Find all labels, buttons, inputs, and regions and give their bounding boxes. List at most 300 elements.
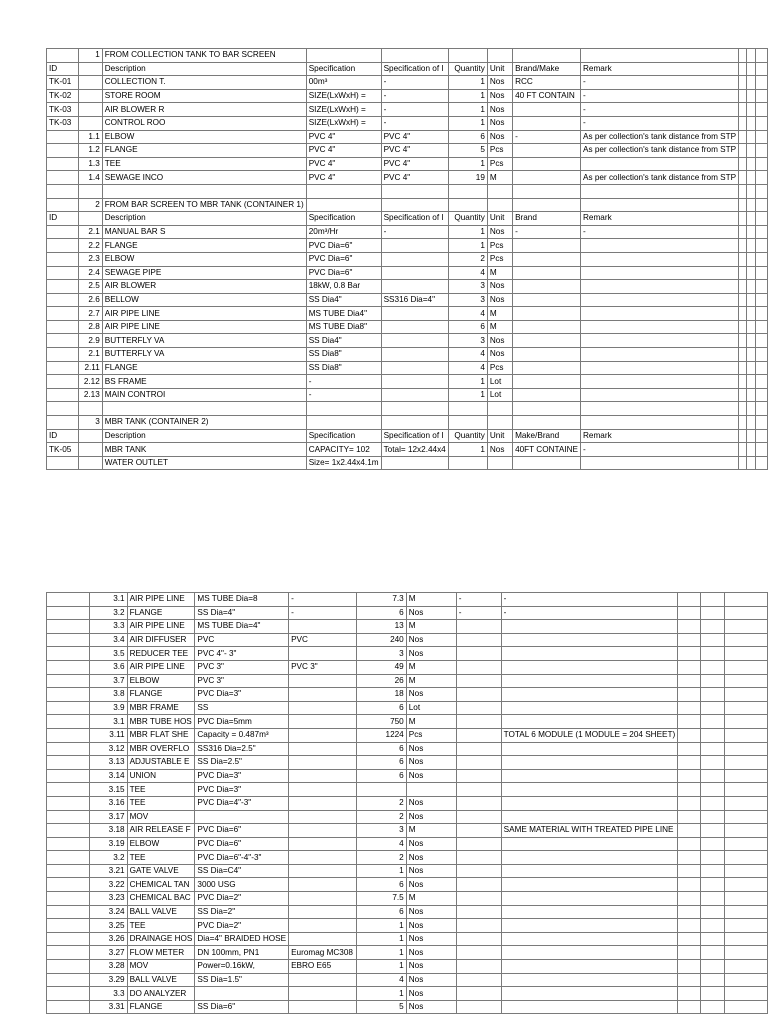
table-cell[interactable] [739,348,747,362]
table-cell[interactable]: PVC Dia=6" [306,266,381,280]
table-cell[interactable]: M [406,674,456,688]
table-cell[interactable]: 40FT CONTAINE [513,443,581,457]
table-cell[interactable]: 1.1 [78,130,102,144]
table-cell[interactable] [501,633,678,647]
table-cell[interactable] [47,416,79,430]
table-cell[interactable] [513,171,581,185]
table-cell[interactable]: 3.15 [90,783,127,797]
table-cell[interactable]: 1 [448,443,487,457]
table-cell[interactable] [501,620,678,634]
table-cell[interactable]: Nos [406,1000,456,1014]
table-cell[interactable] [755,280,767,294]
table-cell[interactable]: SIZE(LxWxH) = [306,103,381,117]
table-cell[interactable] [755,103,767,117]
table-cell[interactable]: AIR PIPE LINE [127,593,195,607]
table-cell[interactable] [289,715,357,729]
table-cell[interactable] [747,157,755,171]
table-cell[interactable]: PVC Dia=6"-4"-3" [195,851,289,865]
table-cell[interactable] [739,184,747,198]
table-cell[interactable] [739,239,747,253]
table-cell[interactable]: 1 [448,375,487,389]
table-cell[interactable] [755,361,767,375]
table-cell[interactable] [47,633,90,647]
table-cell[interactable] [47,796,90,810]
table-cell[interactable]: Nos [406,932,456,946]
table-cell[interactable]: Nos [406,810,456,824]
table-cell[interactable]: Nos [406,973,456,987]
table-cell[interactable] [47,728,90,742]
table-cell[interactable]: TEE [102,157,306,171]
table-cell[interactable]: PVC 4"- 3" [195,647,289,661]
table-cell[interactable] [701,837,724,851]
table-cell[interactable] [381,375,448,389]
table-cell[interactable]: AIR PIPE LINE [102,320,306,334]
table-cell[interactable] [755,375,767,389]
table-cell[interactable] [678,715,701,729]
table-cell[interactable] [739,144,747,158]
table-cell[interactable] [724,810,767,824]
table-cell[interactable] [456,715,501,729]
table-cell[interactable] [513,116,581,130]
table-cell[interactable] [456,851,501,865]
table-cell[interactable] [513,402,581,416]
table-cell[interactable]: Nos [406,946,456,960]
table-cell[interactable]: 1 [78,49,102,63]
table-cell[interactable] [747,212,755,226]
table-cell[interactable] [47,620,90,634]
table-cell[interactable] [289,919,357,933]
table-cell[interactable]: FLANGE [127,1000,195,1014]
table-cell[interactable]: PVC Dia=6" [195,837,289,851]
table-cell[interactable] [47,320,79,334]
table-cell[interactable] [747,293,755,307]
table-cell[interactable]: AIR BLOWER [102,280,306,294]
table-cell[interactable]: TEE [127,796,195,810]
table-cell[interactable]: Dia=4" BRAIDED HOSE [195,932,289,946]
table-cell[interactable] [381,402,448,416]
table-cell[interactable] [678,756,701,770]
table-cell[interactable]: 6 [356,769,406,783]
table-cell[interactable] [456,932,501,946]
table-cell[interactable]: M [487,307,512,321]
table-cell[interactable]: PVC 4" [306,130,381,144]
table-cell[interactable]: 2.2 [78,239,102,253]
table-cell[interactable]: AIR RELEASE F [127,824,195,838]
table-cell[interactable]: Nos [406,864,456,878]
table-cell[interactable] [724,742,767,756]
table-cell[interactable]: TOTAL 6 MODULE (1 MODULE = 204 SHEET) [501,728,678,742]
table-cell[interactable] [724,837,767,851]
table-cell[interactable] [701,824,724,838]
table-cell[interactable] [456,620,501,634]
table-cell[interactable] [581,348,739,362]
table-cell[interactable] [501,892,678,906]
table-cell[interactable]: 1224 [356,728,406,742]
table-cell[interactable] [501,946,678,960]
table-cell[interactable]: MS TUBE Dia=8 [195,593,289,607]
table-cell[interactable] [456,660,501,674]
table-cell[interactable] [289,905,357,919]
table-cell[interactable] [47,647,90,661]
table-cell[interactable] [739,280,747,294]
table-cell[interactable]: PVC 4" [381,157,448,171]
table-cell[interactable] [47,769,90,783]
table-cell[interactable] [487,184,512,198]
table-cell[interactable]: 3.3 [90,987,127,1001]
table-cell[interactable]: RCC [513,76,581,90]
table-cell[interactable] [581,388,739,402]
table-cell[interactable] [501,878,678,892]
table-cell[interactable] [581,320,739,334]
table-cell[interactable]: Nos [406,606,456,620]
table-cell[interactable]: TEE [127,919,195,933]
table-cell[interactable] [755,130,767,144]
table-cell[interactable]: Unit [487,212,512,226]
table-cell[interactable] [678,769,701,783]
table-cell[interactable]: 3.31 [90,1000,127,1014]
table-cell[interactable]: 3.28 [90,960,127,974]
table-cell[interactable] [456,783,501,797]
table-cell[interactable] [701,987,724,1001]
table-cell[interactable] [724,796,767,810]
table-cell[interactable] [724,1000,767,1014]
table-cell[interactable] [78,103,102,117]
table-cell[interactable] [513,252,581,266]
table-cell[interactable] [306,402,381,416]
table-cell[interactable]: 1 [448,103,487,117]
table-cell[interactable] [513,184,581,198]
table-cell[interactable]: Nos [487,116,512,130]
table-cell[interactable] [739,103,747,117]
table-cell[interactable] [755,184,767,198]
table-cell[interactable] [701,647,724,661]
table-cell[interactable]: 2.8 [78,320,102,334]
table-cell[interactable]: 3.7 [90,674,127,688]
table-cell[interactable]: BELLOW [102,293,306,307]
table-cell[interactable] [47,280,79,294]
table-cell[interactable]: Nos [406,919,456,933]
table-cell[interactable]: 6 [356,756,406,770]
table-cell[interactable] [456,905,501,919]
table-cell[interactable]: As per collection's tank distance from STP [581,171,739,185]
table-cell[interactable] [755,429,767,443]
table-cell[interactable]: Pcs [406,728,456,742]
table-cell[interactable]: - [456,606,501,620]
table-cell[interactable]: FLANGE [127,688,195,702]
table-cell[interactable]: Brand [513,212,581,226]
table-cell[interactable]: 3.19 [90,837,127,851]
table-cell[interactable]: BUTTERFLY VA [102,334,306,348]
table-cell[interactable]: - [456,593,501,607]
table-cell[interactable]: 2 [356,796,406,810]
table-cell[interactable]: Description [102,429,306,443]
table-cell[interactable] [78,89,102,103]
table-cell[interactable] [724,824,767,838]
table-cell[interactable] [47,252,79,266]
table-cell[interactable]: PVC 3" [195,674,289,688]
table-cell[interactable]: 3.1 [90,593,127,607]
table-cell[interactable] [724,674,767,688]
table-cell[interactable] [47,361,79,375]
table-cell[interactable] [289,824,357,838]
table-cell[interactable] [755,144,767,158]
table-cell[interactable] [47,892,90,906]
table-cell[interactable] [501,810,678,824]
table-cell[interactable]: - [381,225,448,239]
table-cell[interactable]: ID [47,212,79,226]
table-cell[interactable]: 3.23 [90,892,127,906]
table-cell[interactable]: 3 [448,334,487,348]
table-cell[interactable]: - [381,89,448,103]
table-cell[interactable] [755,76,767,90]
table-cell[interactable] [724,946,767,960]
table-cell[interactable]: 3 [78,416,102,430]
table-cell[interactable] [678,810,701,824]
table-cell[interactable]: 4 [448,307,487,321]
table-cell[interactable]: 3.24 [90,905,127,919]
table-cell[interactable] [78,402,102,416]
table-cell[interactable] [456,728,501,742]
table-cell[interactable]: 2.13 [78,388,102,402]
table-cell[interactable]: FLANGE [102,361,306,375]
table-cell[interactable] [739,402,747,416]
table-cell[interactable]: SS Dia=2.5" [195,756,289,770]
table-cell[interactable] [381,239,448,253]
table-cell[interactable] [47,946,90,960]
table-cell[interactable]: SIZE(LxWxH) = [306,89,381,103]
table-cell[interactable] [747,361,755,375]
table-cell[interactable] [678,932,701,946]
table-cell[interactable]: 3 [448,280,487,294]
table-cell[interactable] [724,701,767,715]
table-cell[interactable] [581,198,739,212]
table-cell[interactable]: Capacity = 0.487m³ [195,728,289,742]
table-cell[interactable] [513,144,581,158]
table-cell[interactable]: Nos [406,905,456,919]
table-cell[interactable] [755,293,767,307]
table-cell[interactable]: Pcs [487,239,512,253]
table-cell[interactable]: Nos [406,878,456,892]
table-cell[interactable] [581,252,739,266]
table-cell[interactable] [747,375,755,389]
table-cell[interactable] [501,701,678,715]
table-cell[interactable]: 3.22 [90,878,127,892]
table-cell[interactable]: BALL VALVE [127,905,195,919]
table-cell[interactable]: M [406,892,456,906]
table-cell[interactable]: Specification [306,62,381,76]
table-cell[interactable]: Make/Brand [513,429,581,443]
table-cell[interactable] [701,660,724,674]
table-cell[interactable] [678,946,701,960]
table-cell[interactable]: MBR TUBE HOS [127,715,195,729]
table-cell[interactable] [501,647,678,661]
table-cell[interactable]: 3.11 [90,728,127,742]
table-cell[interactable]: M [406,593,456,607]
table-cell[interactable] [724,620,767,634]
table-cell[interactable] [289,742,357,756]
table-cell[interactable] [678,864,701,878]
table-cell[interactable] [47,851,90,865]
table-cell[interactable] [678,647,701,661]
table-cell[interactable] [755,225,767,239]
table-cell[interactable] [581,307,739,321]
table-cell[interactable] [289,701,357,715]
table-cell[interactable] [47,593,90,607]
table-cell[interactable] [47,1000,90,1014]
table-cell[interactable] [701,810,724,824]
table-cell[interactable]: TEE [127,783,195,797]
table-cell[interactable] [501,837,678,851]
table-cell[interactable] [747,416,755,430]
table-cell[interactable] [289,674,357,688]
table-cell[interactable] [487,402,512,416]
table-cell[interactable] [739,388,747,402]
table-cell[interactable]: 2 [356,810,406,824]
table-cell[interactable]: ELBOW [102,252,306,266]
table-cell[interactable]: - [501,606,678,620]
table-cell[interactable]: 2.1 [78,348,102,362]
table-cell[interactable]: Total= 12x2.44x4 [381,443,448,457]
table-cell[interactable] [755,49,767,63]
table-cell[interactable]: 1 [448,157,487,171]
table-cell[interactable]: Nos [406,960,456,974]
table-cell[interactable] [581,334,739,348]
table-cell[interactable] [755,157,767,171]
table-cell[interactable] [755,266,767,280]
table-cell[interactable]: 6 [448,320,487,334]
table-cell[interactable]: 18kW, 0.8 Bar [306,280,381,294]
table-cell[interactable] [47,701,90,715]
table-cell[interactable]: Nos [487,89,512,103]
table-cell[interactable] [513,361,581,375]
table-cell[interactable] [755,62,767,76]
table-cell[interactable]: - [306,375,381,389]
table-cell[interactable] [678,620,701,634]
table-cell[interactable]: Brand/Make [513,62,581,76]
table-cell[interactable] [724,593,767,607]
table-cell[interactable] [47,334,79,348]
table-cell[interactable] [289,756,357,770]
table-cell[interactable]: CAPACITY= 102 [306,443,381,457]
table-cell[interactable] [678,701,701,715]
table-cell[interactable]: Nos [406,647,456,661]
table-cell[interactable] [47,837,90,851]
table-cell[interactable]: Nos [487,334,512,348]
table-cell[interactable]: 1 [356,932,406,946]
table-cell[interactable] [456,1000,501,1014]
table-cell[interactable] [381,252,448,266]
table-cell[interactable] [47,905,90,919]
table-cell[interactable] [739,429,747,443]
table-cell[interactable]: 3000 USG [195,878,289,892]
table-cell[interactable] [678,728,701,742]
table-cell[interactable] [47,715,90,729]
table-cell[interactable] [381,388,448,402]
table-cell[interactable]: MAIN CONTROI [102,388,306,402]
table-cell[interactable]: Nos [406,851,456,865]
table-cell[interactable] [501,851,678,865]
table-cell[interactable] [501,905,678,919]
table-cell[interactable] [47,973,90,987]
table-cell[interactable] [47,824,90,838]
table-cell[interactable]: 4 [448,348,487,362]
table-cell[interactable]: M [487,266,512,280]
table-cell[interactable] [501,919,678,933]
table-cell[interactable]: PVC 3" [289,660,357,674]
table-cell[interactable]: MOV [127,810,195,824]
table-cell[interactable]: Pcs [487,361,512,375]
table-cell[interactable] [755,456,767,470]
table-cell[interactable]: 3 [356,824,406,838]
table-cell[interactable]: CHEMICAL BAC [127,892,195,906]
table-cell[interactable] [456,960,501,974]
table-cell[interactable]: Nos [487,103,512,117]
table-cell[interactable]: CHEMICAL TAN [127,878,195,892]
table-cell[interactable]: Specification of I [381,62,448,76]
table-cell[interactable] [47,987,90,1001]
table-cell[interactable] [289,728,357,742]
table-cell[interactable] [289,647,357,661]
table-cell[interactable]: SS Dia4" [306,334,381,348]
table-cell[interactable] [755,348,767,362]
table-cell[interactable] [102,402,306,416]
table-cell[interactable] [739,212,747,226]
table-cell[interactable]: PVC Dia=6" [195,824,289,838]
table-cell[interactable]: Nos [406,688,456,702]
table-cell[interactable] [739,116,747,130]
table-cell[interactable]: - [581,103,739,117]
table-cell[interactable] [47,402,79,416]
table-cell[interactable]: PVC 4" [381,144,448,158]
table-cell[interactable] [724,987,767,1001]
table-cell[interactable] [678,688,701,702]
table-cell[interactable] [678,633,701,647]
table-cell[interactable]: SS316 Dia=2.5" [195,742,289,756]
table-cell[interactable] [755,334,767,348]
table-cell[interactable] [78,184,102,198]
table-cell[interactable]: MANUAL BAR S [102,225,306,239]
table-cell[interactable] [678,919,701,933]
table-cell[interactable]: TEE [127,851,195,865]
table-cell[interactable] [724,688,767,702]
table-cell[interactable]: STORE ROOM [102,89,306,103]
table-cell[interactable]: 3.27 [90,946,127,960]
table-cell[interactable]: Lot [487,388,512,402]
table-cell[interactable] [739,62,747,76]
table-cell[interactable] [739,252,747,266]
table-cell[interactable]: COLLECTION T. [102,76,306,90]
table-cell[interactable]: Specification of I [381,429,448,443]
table-cell[interactable]: 40 FT CONTAIN [513,89,581,103]
table-cell[interactable] [448,198,487,212]
table-cell[interactable] [739,307,747,321]
table-cell[interactable] [724,715,767,729]
table-cell[interactable] [755,198,767,212]
table-cell[interactable]: 6 [356,905,406,919]
table-cell[interactable] [501,756,678,770]
table-cell[interactable] [747,103,755,117]
table-cell[interactable] [306,184,381,198]
table-cell[interactable] [678,878,701,892]
table-cell[interactable] [513,307,581,321]
table-cell[interactable]: Lot [406,701,456,715]
table-cell[interactable] [581,375,739,389]
table-cell[interactable]: TK-01 [47,76,79,90]
table-cell[interactable] [739,157,747,171]
table-cell[interactable] [47,130,79,144]
table-cell[interactable]: MS TUBE Dia8" [306,320,381,334]
table-cell[interactable]: Nos [406,796,456,810]
